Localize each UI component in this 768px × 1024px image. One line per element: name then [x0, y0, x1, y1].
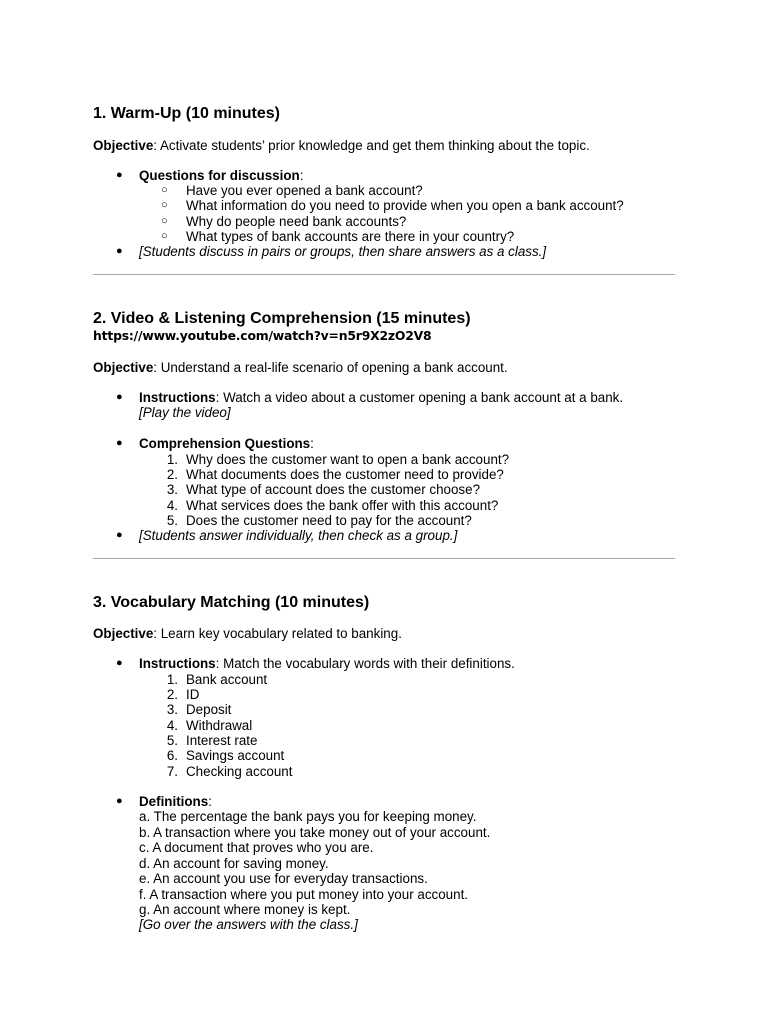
list-number: 1. — [166, 672, 178, 687]
section2-note: [Students answer individually, then check as a group.] — [139, 528, 458, 543]
vocab-word: Savings account — [186, 748, 285, 763]
list-number: 6. — [166, 748, 178, 763]
section2-questions-label: Comprehension Questions: — [139, 436, 314, 451]
bullet-icon: ● — [116, 795, 123, 807]
vocab-word: ID — [186, 687, 200, 702]
bullet-icon: ● — [116, 657, 123, 669]
section2-objective: Objective: Understand a real-life scenario of opening a bank account. — [93, 360, 508, 375]
section2-question: What type of account does the customer choose? — [186, 482, 481, 497]
vocab-word: Checking account — [186, 764, 293, 779]
list-number: 4. — [166, 718, 178, 733]
list-number: 4. — [166, 498, 178, 513]
section-divider — [93, 274, 675, 275]
circle-bullet-icon: ○ — [161, 199, 168, 211]
section-divider — [93, 558, 675, 559]
section2-question: Why does the customer want to open a bank account? — [186, 452, 510, 467]
list-number: 5. — [166, 513, 178, 528]
definition-item: e. An account you use for everyday transactions. — [139, 871, 428, 886]
definition-item: c. A document that proves who you are. — [139, 840, 374, 855]
bullet-icon: ● — [116, 169, 123, 181]
vocab-word: Interest rate — [186, 733, 258, 748]
definition-item: b. A transaction where you take money out of your account. — [139, 825, 491, 840]
definition-item: d. An account for saving money. — [139, 856, 329, 871]
list-number: 5. — [166, 733, 178, 748]
section3-heading: 3. Vocabulary Matching (10 minutes) — [93, 594, 370, 611]
section1-note: [Students discuss in pairs or groups, then share answers as a class.] — [139, 244, 547, 259]
section3-note: [Go over the answers with the class.] — [139, 917, 358, 932]
section3-instructions: Instructions: Match the vocabulary words with their definitions. — [139, 656, 515, 671]
video-url: https://www.youtube.com/watch?v=n5r9X2zO2V8 — [93, 328, 432, 343]
list-number: 3. — [166, 702, 178, 717]
list-number: 2. — [166, 467, 178, 482]
list-number: 7. — [166, 764, 178, 779]
section1-question: What information do you need to provide when you open a bank account? — [186, 198, 624, 213]
section1-objective: Objective: Activate students’ prior knowledge and get them thinking about the topic. — [93, 138, 590, 153]
section3-definitions-label: Definitions: — [139, 794, 212, 809]
vocab-word: Bank account — [186, 672, 268, 687]
definition-item: f. A transaction where you put money into your account. — [139, 887, 469, 902]
vocab-word: Deposit — [186, 702, 232, 717]
definition-item: g. An account where money is kept. — [139, 902, 351, 917]
section2-question: Does the customer need to pay for the account? — [186, 513, 472, 528]
circle-bullet-icon: ○ — [161, 184, 168, 196]
circle-bullet-icon: ○ — [161, 215, 168, 227]
bullet-icon: ● — [116, 437, 123, 449]
list-number: 3. — [166, 482, 178, 497]
section2-play-note: [Play the video] — [139, 405, 231, 420]
section1-heading: 1. Warm-Up (10 minutes) — [93, 105, 280, 122]
list-number: 1. — [166, 452, 178, 467]
bullet-icon: ● — [116, 391, 123, 403]
section2-question: What services does the bank offer with this account? — [186, 498, 499, 513]
section2-instructions: Instructions: Watch a video about a customer opening a bank account at a bank. — [139, 390, 624, 405]
section3-objective: Objective: Learn key vocabulary related to banking. — [93, 626, 402, 641]
circle-bullet-icon: ○ — [161, 230, 168, 242]
section1-question: Why do people need bank accounts? — [186, 214, 407, 229]
definition-item: a. The percentage the bank pays you for keeping money. — [139, 809, 477, 824]
section2-question: What documents does the customer need to provide? — [186, 467, 504, 482]
list-number: 2. — [166, 687, 178, 702]
bullet-icon: ● — [116, 245, 123, 257]
vocab-word: Withdrawal — [186, 718, 253, 733]
section1-question: What types of bank accounts are there in your country? — [186, 229, 515, 244]
section1-question: Have you ever opened a bank account? — [186, 183, 423, 198]
bullet-icon: ● — [116, 529, 123, 541]
section1-questions-label: Questions for discussion: — [139, 168, 304, 183]
section2-heading: 2. Video & Listening Comprehension (15 minutes) — [93, 310, 471, 327]
